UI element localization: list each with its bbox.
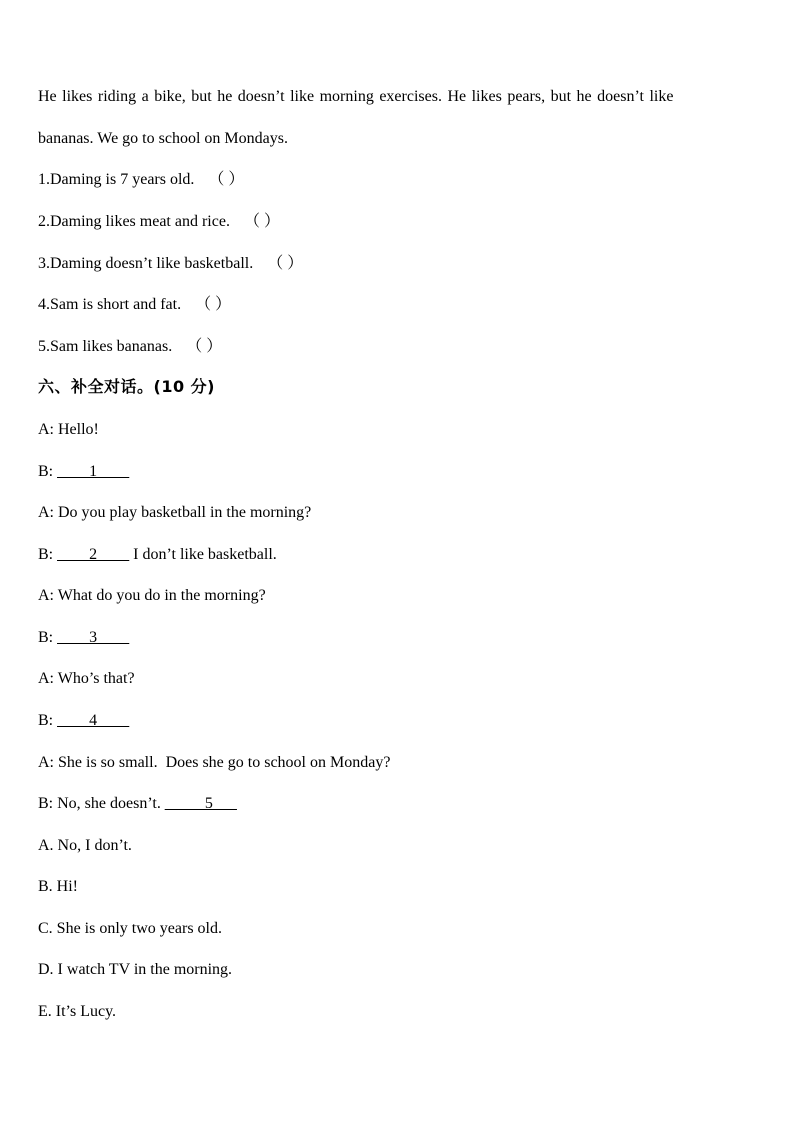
- answer-parentheses[interactable]: （ ）: [186, 338, 223, 355]
- answer-parentheses[interactable]: （ ）: [243, 213, 280, 230]
- judgement-item-2: [38, 212, 280, 232]
- dialogue-text: B: No, she doesn’t.: [38, 795, 165, 812]
- judgement-item-3: [38, 254, 303, 274]
- dialogue-line-3: [38, 503, 311, 523]
- dialogue-line-2: [38, 462, 129, 482]
- judgement-text: 4.Sam is short and fat.: [38, 296, 182, 313]
- answer-parentheses[interactable]: （ ）: [267, 255, 304, 272]
- judgement-item-4: [38, 295, 231, 315]
- dialogue-text: A: She is so small. Does she go to school on Monday?: [38, 754, 391, 771]
- speaker-label: B:: [38, 712, 58, 729]
- dialogue-line-6: [38, 628, 129, 648]
- dialogue-line-4: [38, 545, 277, 565]
- dialogue-line-5: [38, 586, 266, 606]
- answer-blank-5[interactable]: _____5___: [164, 795, 237, 812]
- option-c: C. She is only two years old.: [38, 920, 222, 937]
- option-e: E. It’s Lucy.: [38, 1003, 117, 1020]
- dialogue-line-7: [38, 669, 135, 689]
- dialogue-line-8: [38, 711, 129, 731]
- section-heading: 六、补全对话。(10 分): [38, 377, 215, 396]
- speaker-label: B:: [38, 629, 58, 646]
- speaker-label: B:: [38, 546, 58, 563]
- dialogue-line-9: [38, 753, 390, 773]
- judgement-text: 5.Sam likes bananas.: [38, 338, 173, 355]
- answer-blank-4[interactable]: ____4____: [57, 712, 130, 729]
- passage-line-2: bananas. We go to school on Mondays.: [38, 130, 288, 147]
- answer-parentheses[interactable]: （ ）: [208, 171, 245, 188]
- option-d: D. I watch TV in the morning.: [38, 961, 233, 978]
- dialogue-text: A: Do you play basketball in the morning?: [38, 504, 312, 521]
- answer-blank-2[interactable]: ____2____: [57, 546, 130, 563]
- judgement-item-1: [38, 170, 244, 190]
- dialogue-text: I don’t like basketball.: [129, 546, 277, 563]
- judgement-text: 2.Daming likes meat and rice.: [38, 213, 230, 230]
- passage-line-1: He likes riding a bike, but he doesn’t like morning exercises. He likes pears, but he doesn’t like: [38, 88, 674, 105]
- dialogue-text: A: What do you do in the morning?: [38, 587, 266, 604]
- answer-blank-3[interactable]: ____3____: [57, 629, 130, 646]
- option-a: A. No, I don’t.: [38, 837, 132, 854]
- dialogue-text: A: Who’s that?: [38, 670, 135, 687]
- judgement-text: 3.Daming doesn’t like basketball.: [38, 255, 254, 272]
- judgement-text: 1.Daming is 7 years old.: [38, 171, 195, 188]
- dialogue-line-1: [38, 420, 99, 440]
- answer-parentheses[interactable]: （ ）: [195, 296, 232, 313]
- judgement-item-5: [38, 337, 222, 357]
- speaker-label: B:: [38, 463, 58, 480]
- dialogue-text: A: Hello!: [38, 421, 99, 438]
- answer-blank-1[interactable]: ____1____: [57, 463, 130, 480]
- option-b: B. Hi!: [38, 878, 78, 895]
- dialogue-line-10: [38, 794, 237, 814]
